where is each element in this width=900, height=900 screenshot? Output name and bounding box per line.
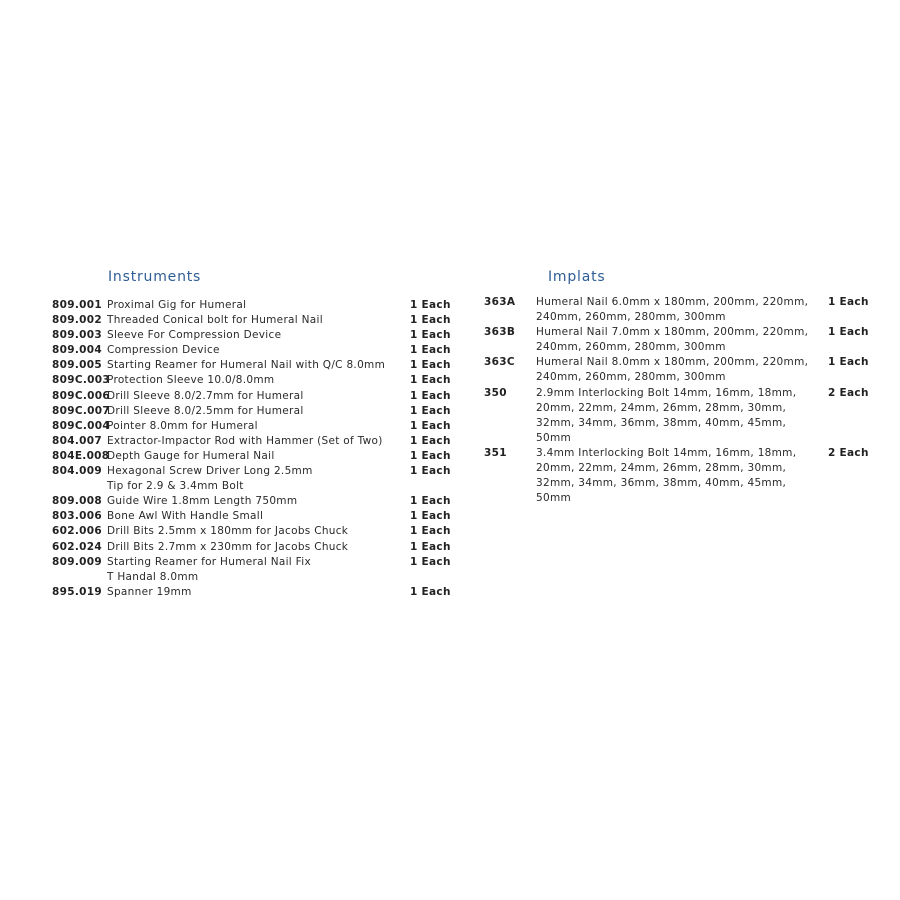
item-quantity: 1 Each: [410, 329, 451, 342]
item-quantity: 2 Each: [828, 386, 869, 399]
item-description-line: Starting Reamer for Humeral Nail Fix: [107, 555, 311, 568]
item-description-line: Threaded Conical bolt for Humeral Nail: [107, 314, 323, 327]
item-quantity: 1 Each: [410, 434, 451, 447]
item-code: 809.002: [52, 314, 102, 327]
item-description: [107, 419, 407, 434]
instruments-list: [52, 298, 452, 600]
item-description-line: 240mm, 260mm, 280mm, 300mm: [536, 311, 726, 324]
item-quantity: 1 Each: [410, 555, 451, 568]
item-description: [107, 373, 407, 388]
item-code: 804.009: [52, 465, 102, 478]
item-code: 602.024: [52, 540, 102, 553]
item-quantity: 1 Each: [410, 419, 451, 432]
item-description-line: Extractor-Impactor Rod with Hammer (Set of Two): [107, 434, 383, 447]
item-description: [107, 313, 407, 328]
instrument-row: [52, 434, 452, 449]
item-code: 809.005: [52, 359, 102, 372]
item-quantity: 1 Each: [828, 326, 869, 339]
item-description: [107, 464, 407, 494]
item-quantity: 1 Each: [410, 374, 451, 387]
item-description-line: Depth Gauge for Humeral Nail: [107, 449, 275, 462]
item-description-line: Proximal Gig for Humeral: [107, 299, 247, 311]
item-code: 809C.007: [52, 404, 110, 417]
item-description-line: 240mm, 260mm, 280mm, 300mm: [536, 341, 726, 354]
item-code: 363A: [484, 296, 516, 308]
item-quantity: 1 Each: [410, 510, 451, 523]
item-description-line: Sleeve For Compression Device: [107, 329, 282, 342]
item-quantity: 1 Each: [828, 296, 869, 308]
item-description: [107, 328, 407, 343]
item-code: 809.004: [52, 344, 102, 357]
item-quantity: 1 Each: [410, 344, 451, 357]
item-description-line: Drill Sleeve 8.0/2.7mm for Humeral: [107, 389, 304, 402]
implant-row: [484, 325, 868, 355]
item-description-line: Pointer 8.0mm for Humeral: [107, 419, 258, 432]
item-description: [536, 295, 826, 325]
item-description-line: 240mm, 260mm, 280mm, 300mm: [536, 371, 726, 384]
item-description-line: Protection Sleeve 10.0/8.0mm: [107, 374, 275, 387]
item-description: [536, 355, 826, 385]
item-description: [107, 358, 407, 373]
item-quantity: 1 Each: [410, 540, 451, 553]
item-description-line: T Handal 8.0mm: [107, 570, 199, 583]
item-code: 895.019: [52, 585, 102, 598]
item-description-line: 32mm, 34mm, 36mm, 38mm, 40mm, 45mm,: [536, 416, 787, 429]
item-quantity: 1 Each: [410, 314, 451, 327]
implants-list: [484, 295, 868, 506]
item-code: 363C: [484, 356, 515, 369]
item-quantity: 1 Each: [828, 356, 869, 369]
instrument-row: [52, 313, 452, 328]
item-quantity: 2 Each: [828, 446, 869, 459]
item-description-line: Compression Device: [107, 344, 220, 357]
item-code: 804.007: [52, 434, 102, 447]
item-description-line: Starting Reamer for Humeral Nail with Q/C 8.0mm: [107, 359, 386, 372]
instrument-row: [52, 343, 452, 358]
instruments-heading: Instruments: [108, 269, 202, 285]
instrument-row: [52, 373, 452, 388]
instrument-row: [52, 555, 452, 585]
item-quantity: 1 Each: [410, 495, 451, 508]
item-quantity: 1 Each: [410, 449, 451, 462]
instrument-row: [52, 419, 452, 434]
implant-row: [484, 355, 868, 385]
item-description-line: 32mm, 34mm, 36mm, 38mm, 40mm, 45mm,: [536, 477, 787, 490]
instrument-row: [52, 585, 452, 600]
item-quantity: 1 Each: [410, 465, 451, 478]
item-description: [107, 404, 407, 419]
item-description: [107, 555, 407, 585]
item-description: [107, 449, 407, 464]
instrument-row: [52, 328, 452, 343]
item-description-line: Drill Sleeve 8.0/2.5mm for Humeral: [107, 404, 304, 417]
item-description: [107, 509, 407, 524]
item-code: 809.003: [52, 329, 102, 342]
implant-row: [484, 295, 868, 325]
instrument-row: [52, 404, 452, 419]
instrument-row: [52, 509, 452, 524]
item-description: [107, 524, 407, 539]
item-description-line: Spanner 19mm: [107, 585, 192, 598]
item-description-line: Guide Wire 1.8mm Length 750mm: [107, 495, 298, 508]
implants-heading: Implats: [548, 269, 606, 285]
item-code: 602.006: [52, 525, 102, 538]
item-code: 804E.008: [52, 449, 110, 462]
item-description-line: Drill Bits 2.5mm x 180mm for Jacobs Chuck: [107, 525, 349, 538]
item-code: 809.008: [52, 495, 102, 508]
item-description: [107, 540, 407, 555]
item-quantity: 1 Each: [410, 299, 451, 311]
item-quantity: 1 Each: [410, 525, 451, 538]
instrument-row: [52, 298, 452, 313]
item-code: 809C.006: [52, 389, 110, 402]
item-description: [107, 585, 407, 600]
item-description: [107, 298, 407, 313]
instrument-row: [52, 524, 452, 539]
item-quantity: 1 Each: [410, 404, 451, 417]
item-description-line: 3.4mm Interlocking Bolt 14mm, 16mm, 18mm,: [536, 446, 797, 459]
item-quantity: 1 Each: [410, 585, 451, 598]
item-description: [536, 386, 826, 446]
instrument-row: [52, 358, 452, 373]
item-description-line: 50mm: [536, 431, 572, 444]
item-description-line: Drill Bits 2.7mm x 230mm for Jacobs Chuck: [107, 540, 349, 553]
item-quantity: 1 Each: [410, 389, 451, 402]
item-description: [107, 434, 407, 449]
item-description: [536, 325, 826, 355]
item-description-line: Hexagonal Screw Driver Long 2.5mm: [107, 465, 313, 478]
item-description-line: 20mm, 22mm, 24mm, 26mm, 28mm, 30mm,: [536, 462, 787, 475]
item-code: 363B: [484, 326, 516, 339]
implant-row: [484, 446, 868, 506]
instrument-row: [52, 464, 452, 494]
item-code: 809C.004: [52, 419, 110, 432]
item-description-line: Humeral Nail 7.0mm x 180mm, 200mm, 220mm,: [536, 326, 809, 339]
item-description: [536, 446, 826, 506]
item-description: [107, 389, 407, 404]
item-code: 351: [484, 446, 507, 459]
implant-row: [484, 386, 868, 446]
item-code: 809.009: [52, 555, 102, 568]
instrument-row: [52, 449, 452, 464]
item-description-line: Humeral Nail 6.0mm x 180mm, 200mm, 220mm,: [536, 296, 809, 308]
instrument-row: [52, 389, 452, 404]
item-description-line: Bone Awl With Handle Small: [107, 510, 264, 523]
item-code: 803.006: [52, 510, 102, 523]
item-code: 350: [484, 386, 507, 399]
item-description-line: 2.9mm Interlocking Bolt 14mm, 16mm, 18mm,: [536, 386, 797, 399]
item-code: 809.001: [52, 299, 102, 311]
item-description-line: 20mm, 22mm, 24mm, 26mm, 28mm, 30mm,: [536, 401, 787, 414]
item-code: 809C.003: [52, 374, 110, 387]
item-description-line: Tip for 2.9 & 3.4mm Bolt: [107, 480, 244, 493]
instrument-row: [52, 540, 452, 555]
item-quantity: 1 Each: [410, 359, 451, 372]
item-description: [107, 343, 407, 358]
item-description-line: 50mm: [536, 492, 572, 505]
instrument-row: [52, 494, 452, 509]
item-description-line: Humeral Nail 8.0mm x 180mm, 200mm, 220mm,: [536, 356, 809, 369]
item-description: [107, 494, 407, 509]
